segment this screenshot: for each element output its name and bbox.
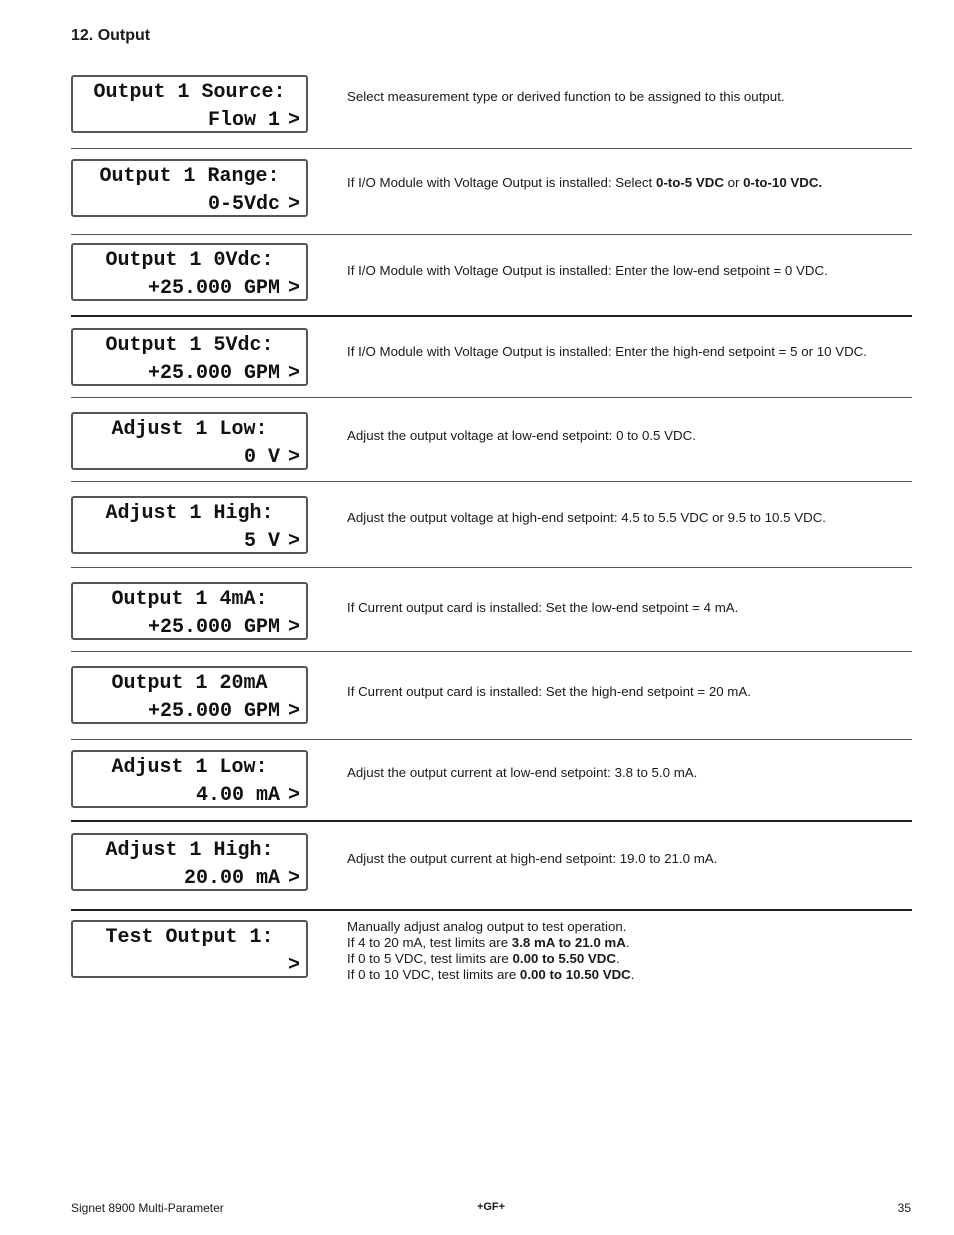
lcd-line-2: Flow 1: [207, 109, 280, 132]
lcd-line-1: Output 1 Source:: [93, 81, 286, 104]
chevron-right-icon: >: [287, 362, 300, 385]
lcd-display: [71, 243, 308, 301]
chevron-right-icon: >: [287, 446, 300, 469]
chevron-right-icon: >: [287, 193, 300, 216]
description-bold-text: 3.8 mA to 21.0 mA: [511, 935, 626, 950]
lcd-display: [71, 75, 308, 133]
lcd-line-2: 0 V: [243, 446, 280, 469]
parameter-row: [71, 317, 912, 398]
footer-logo: +GF+: [476, 1201, 506, 1213]
parameter-row: [71, 740, 912, 822]
parameter-table: [71, 75, 912, 991]
description-line: [347, 263, 912, 279]
description-line: [347, 684, 912, 700]
description-line: [347, 919, 912, 935]
description-text: If Current output card is installed: Set the high-end setpoint = 20 mA.: [347, 684, 751, 699]
description-line: [347, 428, 912, 444]
lcd-display: [71, 666, 308, 724]
description-line: [347, 935, 912, 951]
parameter-row: [71, 149, 912, 235]
parameter-row: [71, 398, 912, 482]
chevron-right-icon: >: [287, 700, 300, 723]
lcd-line-2: +25.000 GPM: [147, 277, 280, 300]
lcd-line-2: +25.000 GPM: [147, 616, 280, 639]
parameter-row: [71, 482, 912, 568]
description-text: or: [723, 175, 744, 190]
lcd-display: [71, 496, 308, 554]
lcd-line-2: 4.00 mA: [195, 784, 280, 807]
description-text: .: [625, 935, 630, 950]
chevron-right-icon: >: [287, 867, 300, 890]
lcd-line-1: Output 1 20mA: [111, 672, 268, 695]
lcd-line-1: Adjust 1 High:: [105, 839, 274, 862]
lcd-display: [71, 159, 308, 217]
parameter-description: [347, 175, 912, 191]
lcd-display: [71, 833, 308, 891]
lcd-display: [71, 412, 308, 470]
parameter-row: [71, 652, 912, 740]
lcd-line-2: [73, 953, 280, 979]
description-text: If I/O Module with Voltage Output is installed: Enter the high-end setpoint = 5 or 10 VDC.: [347, 344, 867, 359]
parameter-description: [347, 851, 912, 867]
parameter-description: [347, 263, 912, 279]
footer-product-name: Signet 8900 Multi-Parameter: [71, 1201, 224, 1215]
description-text: .: [630, 967, 635, 982]
parameter-description: [347, 684, 912, 700]
description-line: [347, 344, 912, 360]
description-text: Adjust the output current at high-end setpoint: 19.0 to 21.0 mA.: [347, 851, 718, 866]
description-text: If 4 to 20 mA, test limits are: [347, 935, 512, 950]
description-text: .: [616, 951, 620, 966]
lcd-line-2: 0-5Vdc: [207, 193, 280, 216]
parameter-description: [347, 89, 912, 105]
parameter-description: [347, 919, 912, 983]
description-bold-text: 0.00 to 10.50 VDC: [519, 967, 631, 982]
description-bold-text: 0-to-5 VDC: [655, 175, 724, 190]
description-text: Adjust the output current at low-end setpoint: 3.8 to 5.0 mA.: [347, 765, 698, 780]
description-line: [347, 600, 912, 616]
description-text: If Current output card is installed: Set the low-end setpoint = 4 mA.: [347, 600, 739, 615]
description-text: Adjust the output voltage at high-end setpoint: 4.5 to 5.5 VDC or 9.5 to 10.5 VDC.: [347, 510, 826, 525]
chevron-right-icon: >: [287, 530, 300, 553]
lcd-line-1: Output 1 4mA:: [111, 588, 268, 611]
parameter-description: [347, 765, 912, 781]
parameter-description: [347, 344, 912, 360]
parameter-description: [347, 510, 912, 526]
chevron-right-icon: >: [287, 277, 300, 300]
description-bold-text: 0-to-10 VDC.: [743, 175, 823, 190]
description-line: [347, 951, 912, 967]
parameter-row: [71, 235, 912, 317]
lcd-display: [71, 750, 308, 808]
description-text: If 0 to 5 VDC, test limits are: [347, 951, 513, 966]
chevron-right-icon: >: [287, 109, 300, 132]
description-text: If I/O Module with Voltage Output is installed: Select: [347, 175, 656, 190]
page-number: 35: [897, 1201, 911, 1215]
description-text: If I/O Module with Voltage Output is installed: Enter the low-end setpoint = 0 VDC.: [347, 263, 828, 278]
lcd-line-1: Output 1 5Vdc:: [105, 334, 274, 357]
chevron-right-icon: >: [287, 616, 300, 639]
description-text: Manually adjust analog output to test operation.: [347, 919, 627, 934]
description-text: If 0 to 10 VDC, test limits are: [347, 967, 520, 982]
lcd-line-1: Adjust 1 Low:: [111, 418, 268, 441]
parameter-row: [71, 568, 912, 652]
description-bold-text: 0.00 to 5.50 VDC: [512, 951, 616, 966]
description-text: Adjust the output voltage at low-end setpoint: 0 to 0.5 VDC.: [347, 428, 696, 443]
lcd-line-1: Output 1 Range:: [99, 165, 280, 188]
chevron-right-icon: >: [287, 954, 300, 977]
lcd-line-2: +25.000 GPM: [147, 700, 280, 723]
description-line: [347, 89, 912, 105]
parameter-description: [347, 600, 912, 616]
section-title: 12. Output: [71, 27, 151, 44]
parameter-row: [71, 75, 912, 149]
lcd-line-2: +25.000 GPM: [147, 362, 280, 385]
description-line: [347, 510, 912, 526]
lcd-display: [71, 582, 308, 640]
lcd-line-1: Adjust 1 Low:: [111, 756, 268, 779]
lcd-line-1: Test Output 1:: [105, 926, 274, 949]
lcd-line-2: 5 V: [243, 530, 280, 553]
parameter-description: [347, 428, 912, 444]
lcd-line-1: Output 1 0Vdc:: [105, 249, 274, 272]
description-line: [347, 175, 912, 191]
description-line: [347, 851, 912, 867]
chevron-right-icon: >: [287, 784, 300, 807]
description-line: [347, 967, 912, 983]
lcd-display: [71, 920, 308, 978]
lcd-display: [71, 328, 308, 386]
lcd-line-1: Adjust 1 High:: [105, 502, 274, 525]
lcd-line-2: 20.00 mA: [183, 867, 280, 890]
description-line: [347, 765, 912, 781]
parameter-row: [71, 822, 912, 911]
description-text: Select measurement type or derived function to be assigned to this output.: [347, 89, 785, 104]
parameter-row: [71, 911, 912, 991]
